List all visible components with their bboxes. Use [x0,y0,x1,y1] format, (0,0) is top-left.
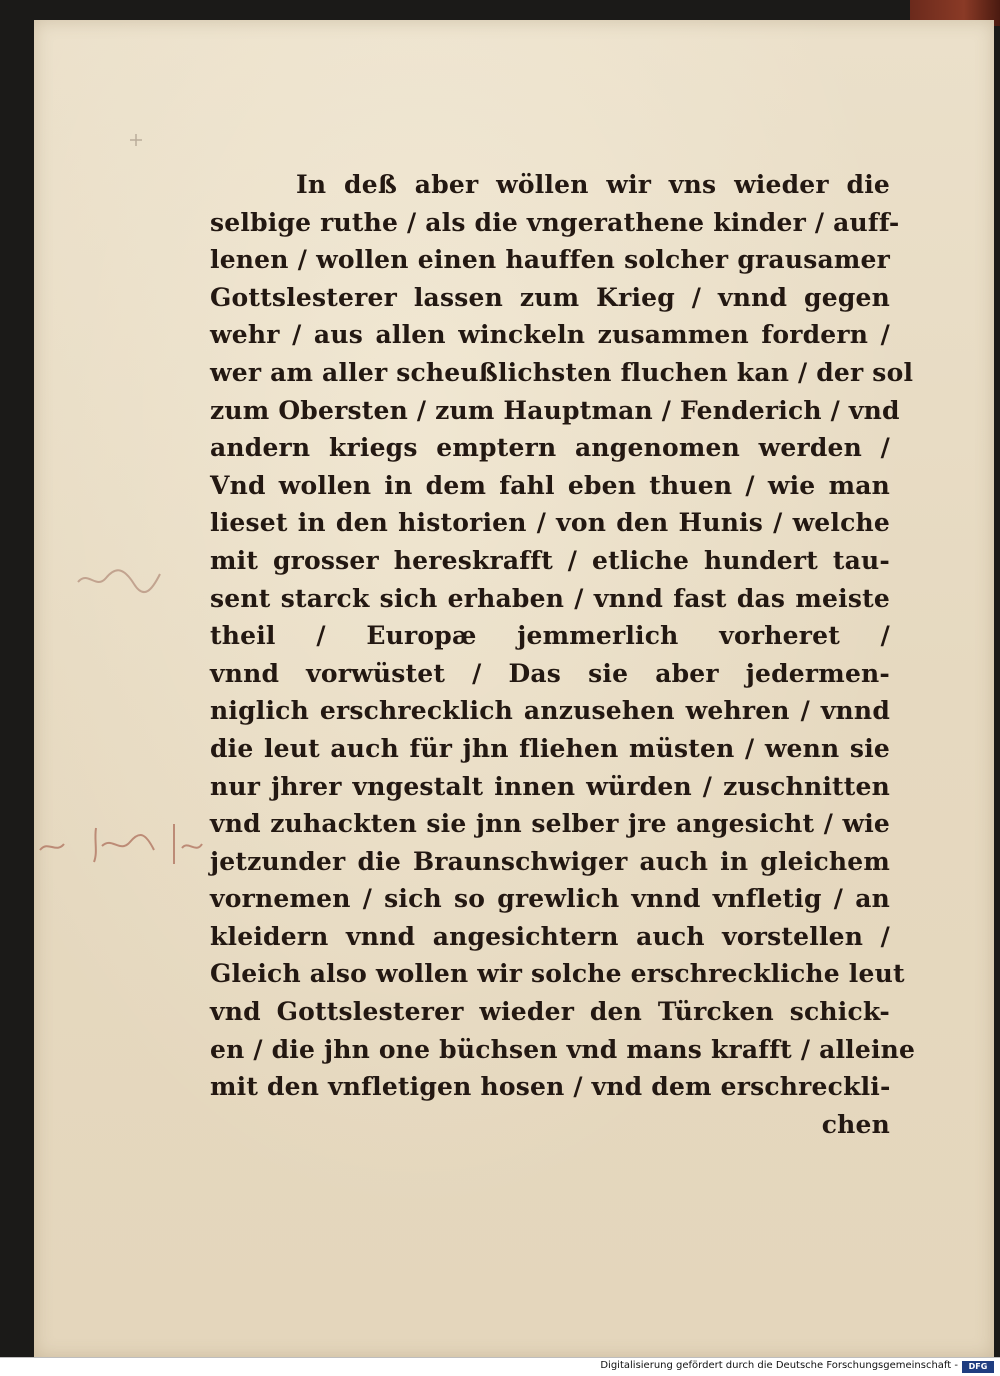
document-page [34,20,994,1358]
catchword: chen [821,1109,890,1139]
text-block [210,166,916,1143]
text-line: mit grosser hereskrafft / etliche hundert tau- [210,545,890,575]
text-line: vornemen / sich so grewlich vnnd vnfletig / an [210,884,890,914]
marginalia-scribble [36,810,206,870]
footer-credit: Digitalisierung gefördert durch die Deutsche Forschungsgemeinschaft - [600,1360,958,1371]
text-line: wehr / aus allen winckeln zusammen fordern / [210,320,890,350]
text-line: die leut auch für jhn fliehen müsten / wenn sie [210,733,890,763]
footer-bar [0,1357,1000,1376]
text-line: sent starck sich erhaben / vnnd fast das meiste [210,583,890,613]
text-line: theil / Europæ jemmerlich vorheret / [210,621,890,651]
text-line: wer am aller scheußlichsten fluchen kan / der sol [210,357,914,387]
text-line: Vnd wollen in dem fahl eben thuen / wie man [210,470,890,500]
marginalia-scribble [74,560,164,600]
text-line: andern kriegs emptern angenomen werden / [210,433,890,463]
text-line: en / die jhn one büchsen vnd mans krafft / alleine [210,1034,916,1064]
text-line: vnd zuhackten sie jnn selber jre angesicht / wie [210,809,890,839]
ink-speck [126,130,146,150]
text-line: Gleich also wollen wir solche erschreckliche leut [210,959,905,989]
text-line: nur jhrer vngestalt innen würden / zuschnitten [210,771,890,801]
text-line: In deß aber wöllen wir vns wieder die [296,170,890,199]
text-line: niglich erschrecklich anzusehen wehren / vnnd [210,696,890,726]
text-line: jetzunder die Braunschwiger auch in gleichem [210,846,890,876]
text-line: mit den vnfletigen hosen / vnd dem erschreckli- [210,1072,891,1102]
text-line: lieset in den historien / von den Hunis / welche [210,508,890,538]
text-line: kleidern vnnd angesichtern auch vorstellen / [210,921,890,951]
text-line: Gottslesterer lassen zum Krieg / vnnd gegen [210,282,890,312]
text-line: lenen / wollen einen hauffen solcher grausamer [210,245,890,275]
dfg-logo: DFG [962,1361,994,1373]
text-line: zum Obersten / zum Hauptman / Fenderich / vnd [210,395,900,425]
text-line: selbige ruthe / als die vngerathene kinder / auff- [210,207,900,237]
text-line: vnd Gottslesterer wieder den Türcken schick- [210,997,890,1027]
text-line: vnnd vorwüstet / Das sie aber jedermen- [210,658,890,688]
